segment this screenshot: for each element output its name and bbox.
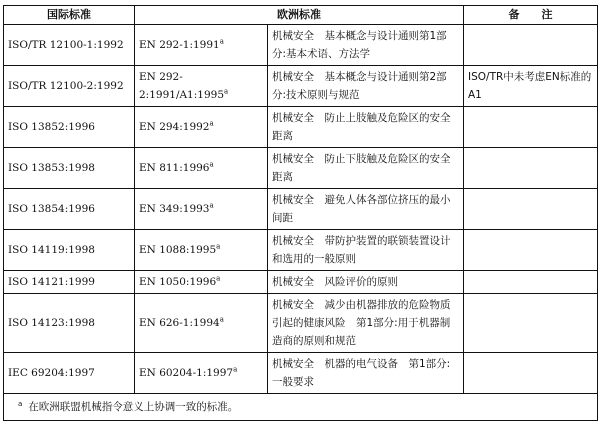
footnote-mark: a: [209, 160, 214, 169]
en-code-text: EN 626-1:1994: [139, 317, 220, 329]
remark: [464, 294, 598, 353]
en-code-text: EN 1088:1995: [139, 244, 217, 256]
footnote-mark: a: [216, 242, 221, 251]
footnote-mark: a: [209, 201, 214, 210]
standards-table-container: [3, 5, 597, 420]
standard-title: 机械安全 基本概念与设计通则第2部分:技术原则与规范: [268, 66, 464, 107]
header-european-standard: 欧洲标准: [135, 6, 464, 25]
en-code-text: EN 292-2:1991/A1:1995: [139, 71, 224, 101]
standard-title: 机械安全 减少由机器排放的危险物质引起的健康风险 第1部分:用于机器制造商的原则和规范: [268, 294, 464, 353]
standard-title: 机械安全 避免人体各部位挤压的最小间距: [268, 189, 464, 230]
en-code-text: EN 294:1992: [139, 121, 210, 133]
table-row: [4, 230, 598, 271]
en-code: [135, 25, 268, 66]
table-row: [4, 148, 598, 189]
iso-code: ISO/TR 12100-1:1992: [4, 25, 135, 66]
iso-code: ISO 14121:1999: [4, 271, 135, 294]
remark: ISO/TR中未考虑EN标准的A1: [464, 66, 598, 107]
footnote-mark: a: [209, 119, 214, 128]
table-row: [4, 271, 598, 294]
en-code-text: EN 349:1993: [139, 203, 210, 215]
header-international-standard: 国际标准: [4, 6, 135, 25]
footnote-mark: a: [233, 365, 238, 374]
en-code: [135, 189, 268, 230]
en-code-text: EN 1050:1996: [139, 276, 217, 288]
footnote-row: [4, 394, 598, 421]
table-row: [4, 66, 598, 107]
iso-code: ISO 14119:1998: [4, 230, 135, 271]
footnote-mark: a: [216, 274, 221, 283]
remark: [464, 25, 598, 66]
en-code: [135, 230, 268, 271]
en-code: [135, 66, 268, 107]
standard-title: 机械安全 防止上肢触及危险区的安全距离: [268, 107, 464, 148]
footnote-mark: a: [18, 399, 23, 408]
en-code: [135, 294, 268, 353]
footnote-mark: a: [219, 37, 224, 46]
table-row: [4, 25, 598, 66]
remark: [464, 148, 598, 189]
standard-title: 机械安全 风险评价的原则: [268, 271, 464, 294]
table-row: [4, 189, 598, 230]
en-code-text: EN 292-1:1991: [139, 39, 220, 51]
iso-code: ISO 13854:1996: [4, 189, 135, 230]
en-code: [135, 148, 268, 189]
standard-title: 机械安全 机器的电气设备 第1部分:一般要求: [268, 353, 464, 394]
remark: [464, 353, 598, 394]
standard-title: 机械安全 基本概念与设计通则第1部分:基本术语、方法学: [268, 25, 464, 66]
footnote: [4, 394, 598, 421]
remark: [464, 107, 598, 148]
iso-code: ISO 14123:1998: [4, 294, 135, 353]
standard-title: 机械安全 带防护装置的联锁装置设计和选用的一般原则: [268, 230, 464, 271]
remark: [464, 271, 598, 294]
footnote-mark: a: [224, 87, 229, 96]
table-row: [4, 353, 598, 394]
en-code-text: EN 811:1996: [139, 162, 210, 174]
footnote-text: 在欧洲联盟机械指令意义上协调一致的标准。: [28, 401, 239, 413]
iso-code: ISO 13852:1996: [4, 107, 135, 148]
standards-table: [3, 5, 598, 421]
en-code: [135, 107, 268, 148]
en-code: [135, 271, 268, 294]
en-code-text: EN 60204-1:1997: [139, 367, 234, 379]
iso-code: IEC 69204:1997: [4, 353, 135, 394]
standard-title: 机械安全 防止下肢触及危险区的安全距离: [268, 148, 464, 189]
iso-code: ISO 13853:1998: [4, 148, 135, 189]
table-row: [4, 294, 598, 353]
header-remarks: 备 注: [464, 6, 598, 25]
remark: [464, 189, 598, 230]
table-row: [4, 107, 598, 148]
iso-code: ISO/TR 12100-2:1992: [4, 66, 135, 107]
footnote-mark: a: [219, 315, 224, 324]
table-header-row: [4, 6, 598, 25]
remark: [464, 230, 598, 271]
en-code: [135, 353, 268, 394]
